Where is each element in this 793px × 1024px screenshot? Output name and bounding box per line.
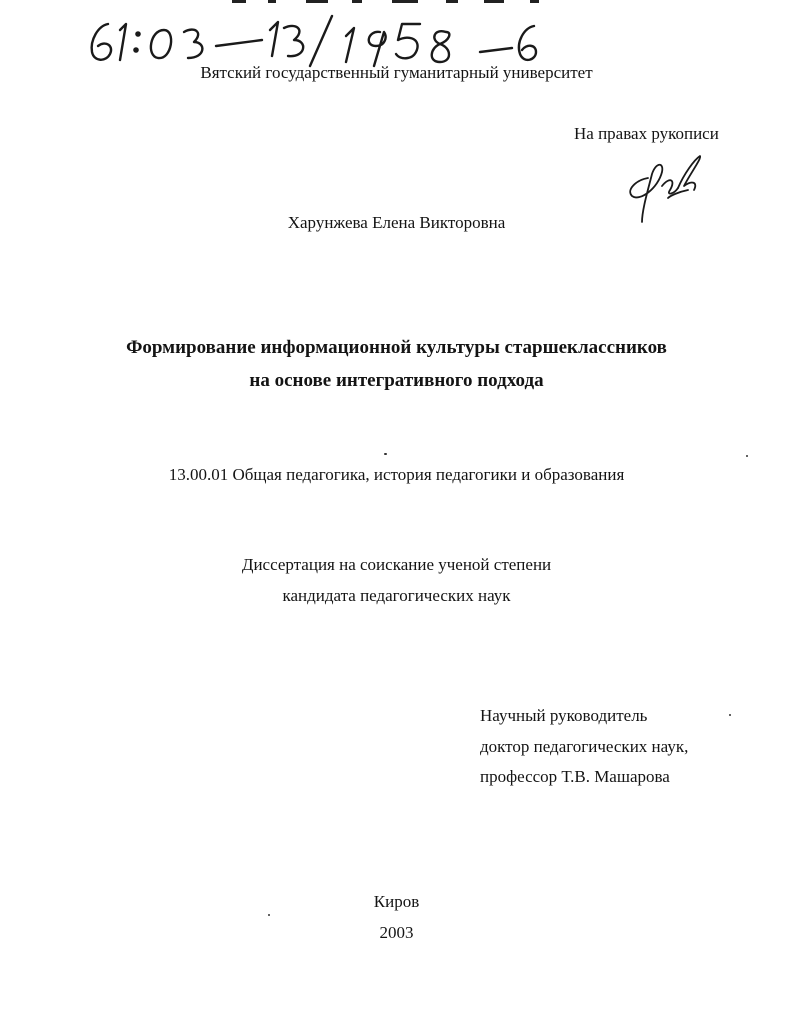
manuscript-note: На правах рукописи	[574, 124, 719, 143]
specialty-code: 13.00.01 Общая педагогика, история педагогики и образования	[168, 465, 625, 484]
scan-speck	[384, 453, 387, 455]
city: Киров	[373, 892, 420, 911]
supervisor-label: Научный руководитель	[480, 706, 648, 725]
supervisor-name: профессор Т.В. Машарова	[480, 767, 670, 786]
scan-speck	[729, 714, 731, 716]
dissertation-title-line-1: Формирование информационной культуры старшеклассников	[126, 337, 667, 358]
degree-line-2: кандидата педагогических наук	[282, 586, 511, 605]
supervisor-degree: доктор педагогических наук,	[480, 737, 689, 756]
handwritten-registry-number	[84, 10, 544, 68]
scan-speck	[746, 455, 748, 457]
university-name: Вятский государственный гуманитарный университет	[200, 63, 593, 82]
year: 2003	[379, 923, 414, 942]
degree-line-1: Диссертация на соискание ученой степени	[241, 555, 552, 574]
dissertation-title-line-2: на основе интегративного подхода	[249, 370, 544, 391]
scan-speck	[268, 914, 270, 916]
scan-edge-artifact	[0, 0, 793, 3]
author-name: Харунжева Елена Викторовна	[287, 213, 506, 232]
